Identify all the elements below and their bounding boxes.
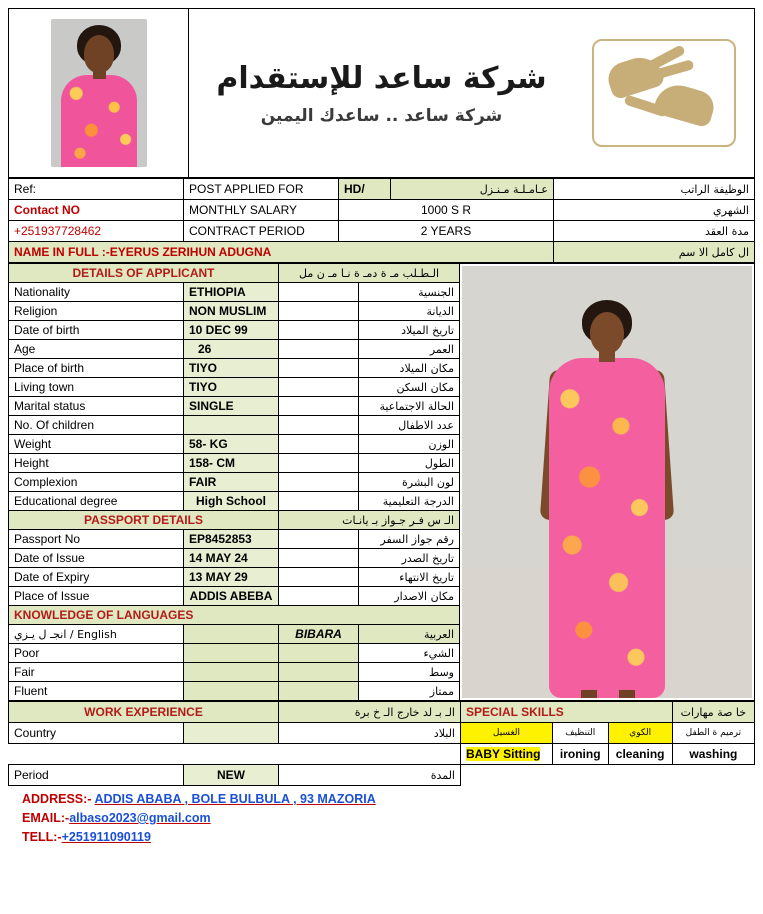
row-value: 14 MAY 24 — [184, 549, 279, 568]
applicant-portrait-image — [51, 19, 147, 167]
table-row — [9, 435, 460, 454]
monthly-salary-label: MONTHLY SALARY — [184, 200, 339, 221]
monthly-salary-value: 1000 S R — [339, 200, 554, 221]
table-row — [9, 765, 755, 786]
row-label-ar: الدرجة التعليمية — [359, 492, 460, 511]
helping-hands-icon — [592, 39, 736, 147]
row-label-ar: الجنسية — [359, 283, 460, 302]
row-label: Religion — [9, 302, 184, 321]
row-label-ar: الحالة الاجتماعية — [359, 397, 460, 416]
table-row — [9, 359, 460, 378]
table-row — [9, 682, 460, 701]
row-value: SINGLE — [184, 397, 279, 416]
email-value[interactable]: albaso2023@gmail.com — [69, 811, 211, 825]
full-body-photo-cell — [460, 263, 755, 701]
row-value: ETHIOPIA — [184, 283, 279, 302]
row-spacer — [279, 321, 359, 340]
skill-ar-cleaning: التنظيف — [552, 723, 608, 744]
row-label-ar: مكان السكن — [359, 378, 460, 397]
row-label: Nationality — [9, 283, 184, 302]
row-value — [184, 416, 279, 435]
row-label: Height — [9, 454, 184, 473]
contact-value: +251937728462 — [9, 221, 184, 242]
row-label: Date of Expiry — [9, 568, 184, 587]
left-column — [8, 263, 460, 701]
table-row — [9, 663, 460, 682]
row-value: 58- KG — [184, 435, 279, 454]
row-spacer — [279, 473, 359, 492]
post-applied-value: HD/ — [339, 179, 391, 200]
row-label: Marital status — [9, 397, 184, 416]
row-value: 10 DEC 99 — [184, 321, 279, 340]
row-value — [184, 644, 279, 663]
row-label: No. Of children — [9, 416, 184, 435]
row-spacer — [279, 340, 359, 359]
address-value: ADDIS ABABA , BOLE BULBULA , 93 MAZORIA — [94, 792, 376, 806]
company-logo-cell — [574, 9, 754, 177]
applicant-photo-cell — [9, 9, 189, 177]
details-section-title-ar: الـطـلب مـ ة دمـ ة نـا مـ ن مل — [279, 264, 460, 283]
table-row — [9, 492, 460, 511]
row-label: Place of birth — [9, 359, 184, 378]
email-label: EMAIL:- — [22, 811, 70, 825]
row-label-ar: ممتاز — [359, 682, 460, 701]
skill-baby-sitting — [461, 744, 553, 765]
post-applied-label: POST APPLIED FOR — [184, 179, 339, 200]
company-slogan-arabic: شركة ساعد .. ساعدك اليمين — [260, 105, 503, 126]
work-section-title-ar: الـ بـ لد خارج الـ خ برة — [279, 702, 461, 723]
applicant-full-photo — [462, 266, 752, 698]
tell-value: +251911090119 — [61, 830, 151, 844]
row-label: English / انجـ ل يـزي — [9, 625, 184, 644]
row-label: Complexion — [9, 473, 184, 492]
skill-washing: washing — [672, 744, 754, 765]
row-spacer — [279, 283, 359, 302]
post-applied-ar-label: الوظيفة الراتب — [554, 179, 755, 200]
row-value: TIYO — [184, 378, 279, 397]
table-row — [9, 200, 755, 221]
contract-period-value: 2 YEARS — [339, 221, 554, 242]
row-label-ar: الطول — [359, 454, 460, 473]
languages-section-title: KNOWLEDGE OF LANGUAGES — [9, 606, 460, 625]
row-value: TIYO — [184, 359, 279, 378]
document-header — [8, 8, 755, 178]
row-value — [184, 663, 279, 682]
table-row — [9, 744, 755, 765]
table-row — [9, 530, 460, 549]
row-value: EP8452853 — [184, 530, 279, 549]
table-row — [9, 511, 460, 530]
skill-cleaning: cleaning — [608, 744, 672, 765]
row-value: High School — [184, 492, 279, 511]
table-row — [9, 283, 460, 302]
row-label: Date of birth — [9, 321, 184, 340]
monthly-salary-ar: الشهري — [554, 200, 755, 221]
table-row — [9, 179, 755, 200]
table-row — [9, 473, 460, 492]
row-value: FAIR — [184, 473, 279, 492]
skill-ar-baby: ترميم ة الطفل — [672, 723, 754, 744]
row-value: 26 — [184, 340, 279, 359]
row-label-ar: مكان الميلاد — [359, 359, 460, 378]
row-value — [184, 625, 279, 644]
table-row — [9, 625, 460, 644]
table-row — [9, 454, 460, 473]
row-label-ar: تاريخ الصدر — [359, 549, 460, 568]
row-label-ar: العربية — [359, 625, 460, 644]
row-value: NEW — [184, 765, 279, 786]
row-label-ar: العمر — [359, 340, 460, 359]
row-spacer — [279, 359, 359, 378]
row-label: Passport No — [9, 530, 184, 549]
row-label: Place of Issue — [9, 587, 184, 606]
work-and-skills-table — [8, 701, 755, 786]
table-row — [9, 644, 460, 663]
row-spacer — [279, 682, 359, 701]
row-spacer — [279, 435, 359, 454]
row-label: Period — [9, 765, 184, 786]
row-label-ar: عدد الاطفال — [359, 416, 460, 435]
row-spacer — [279, 568, 359, 587]
row-value: 13 MAY 29 — [184, 568, 279, 587]
name-in-full: NAME IN FULL :-EYERUS ZERIHUN ADUGNA — [9, 242, 554, 263]
row-spacer — [279, 302, 359, 321]
company-title-cell — [189, 9, 574, 177]
row-label-ar: رقم جواز السفر — [359, 530, 460, 549]
table-row — [9, 549, 460, 568]
row-spacer — [279, 378, 359, 397]
row-spacer — [279, 587, 359, 606]
address-label: ADDRESS:- — [22, 792, 92, 806]
row-label: Fluent — [9, 682, 184, 701]
row-value: 158- CM — [184, 454, 279, 473]
row-spacer — [279, 644, 359, 663]
row-label: Age — [9, 340, 184, 359]
details-table — [8, 263, 460, 701]
company-name-arabic: شركة ساعد للإستقدام — [216, 60, 547, 96]
ref-label: Ref: — [9, 179, 184, 200]
row-value — [184, 723, 279, 744]
row-label: Fair — [9, 663, 184, 682]
skill-baby-sitting-label: BABY Sitting — [466, 747, 541, 761]
post-applied-arabic: عـامـلـة مـنـزل — [391, 179, 554, 200]
row-label-ar: تاريخ الميلاد — [359, 321, 460, 340]
row-value-arabic-language: BIBARA — [279, 625, 359, 644]
skills-section-title-ar: خا صة مهارات — [672, 702, 754, 723]
row-label: Date of Issue — [9, 549, 184, 568]
row-spacer — [279, 454, 359, 473]
row-spacer — [279, 549, 359, 568]
row-label-ar: تاريخ الانتهاء — [359, 568, 460, 587]
row-spacer — [279, 663, 359, 682]
row-label: Living town — [9, 378, 184, 397]
table-row — [9, 242, 755, 263]
row-value — [184, 682, 279, 701]
skills-section-title: SPECIAL SKILLS — [461, 702, 673, 723]
row-spacer — [279, 397, 359, 416]
row-value: ADDIS ABEBA — [184, 587, 279, 606]
contact-label: Contact NO — [9, 200, 184, 221]
row-label-ar: لون البشرة — [359, 473, 460, 492]
table-row — [9, 568, 460, 587]
email-line — [22, 809, 755, 828]
table-row — [9, 221, 755, 242]
table-row — [9, 702, 755, 723]
row-label-ar: وسط — [359, 663, 460, 682]
contract-period-ar: مدة العقد — [554, 221, 755, 242]
work-section-title: WORK EXPERIENCE — [9, 702, 279, 723]
tell-label: TELL:- — [22, 830, 62, 844]
table-row — [9, 302, 460, 321]
skill-ar-ironing: الكوي — [608, 723, 672, 744]
row-spacer — [279, 530, 359, 549]
passport-section-title: PASSPORT DETAILS — [9, 511, 279, 530]
name-in-full-ar: ال كامل الا سم — [554, 242, 755, 263]
table-row — [9, 606, 460, 625]
row-label: Educational degree — [9, 492, 184, 511]
table-row — [9, 723, 755, 744]
row-label-ar: المدة — [279, 765, 461, 786]
row-label: Weight — [9, 435, 184, 454]
address-line — [22, 790, 755, 809]
table-row — [9, 416, 460, 435]
row-label-ar: مكان الاصدار — [359, 587, 460, 606]
tell-line — [22, 828, 755, 847]
row-spacer — [279, 492, 359, 511]
table-row — [9, 587, 460, 606]
skill-ironing: ironing — [552, 744, 608, 765]
contact-footer — [8, 790, 755, 847]
table-row — [9, 378, 460, 397]
row-label-ar: الشيء — [359, 644, 460, 663]
document-body — [8, 263, 755, 701]
row-label: Country — [9, 723, 184, 744]
passport-section-title-ar: الـ س فـر جـواز بـ يانـات — [279, 511, 460, 530]
row-label: Poor — [9, 644, 184, 663]
table-row — [9, 264, 460, 283]
row-spacer — [279, 416, 359, 435]
contract-period-label: CONTRACT PERIOD — [184, 221, 339, 242]
top-info-table — [8, 178, 755, 263]
row-value: NON MUSLIM — [184, 302, 279, 321]
skill-ar-washing: الغسيل — [461, 723, 553, 744]
details-section-title: DETAILS OF APPLICANT — [9, 264, 279, 283]
table-row — [9, 397, 460, 416]
table-row — [9, 321, 460, 340]
row-label-ar: الديانة — [359, 302, 460, 321]
row-label-ar: الوزن — [359, 435, 460, 454]
table-row — [9, 340, 460, 359]
row-label-ar: البلاد — [279, 723, 461, 744]
